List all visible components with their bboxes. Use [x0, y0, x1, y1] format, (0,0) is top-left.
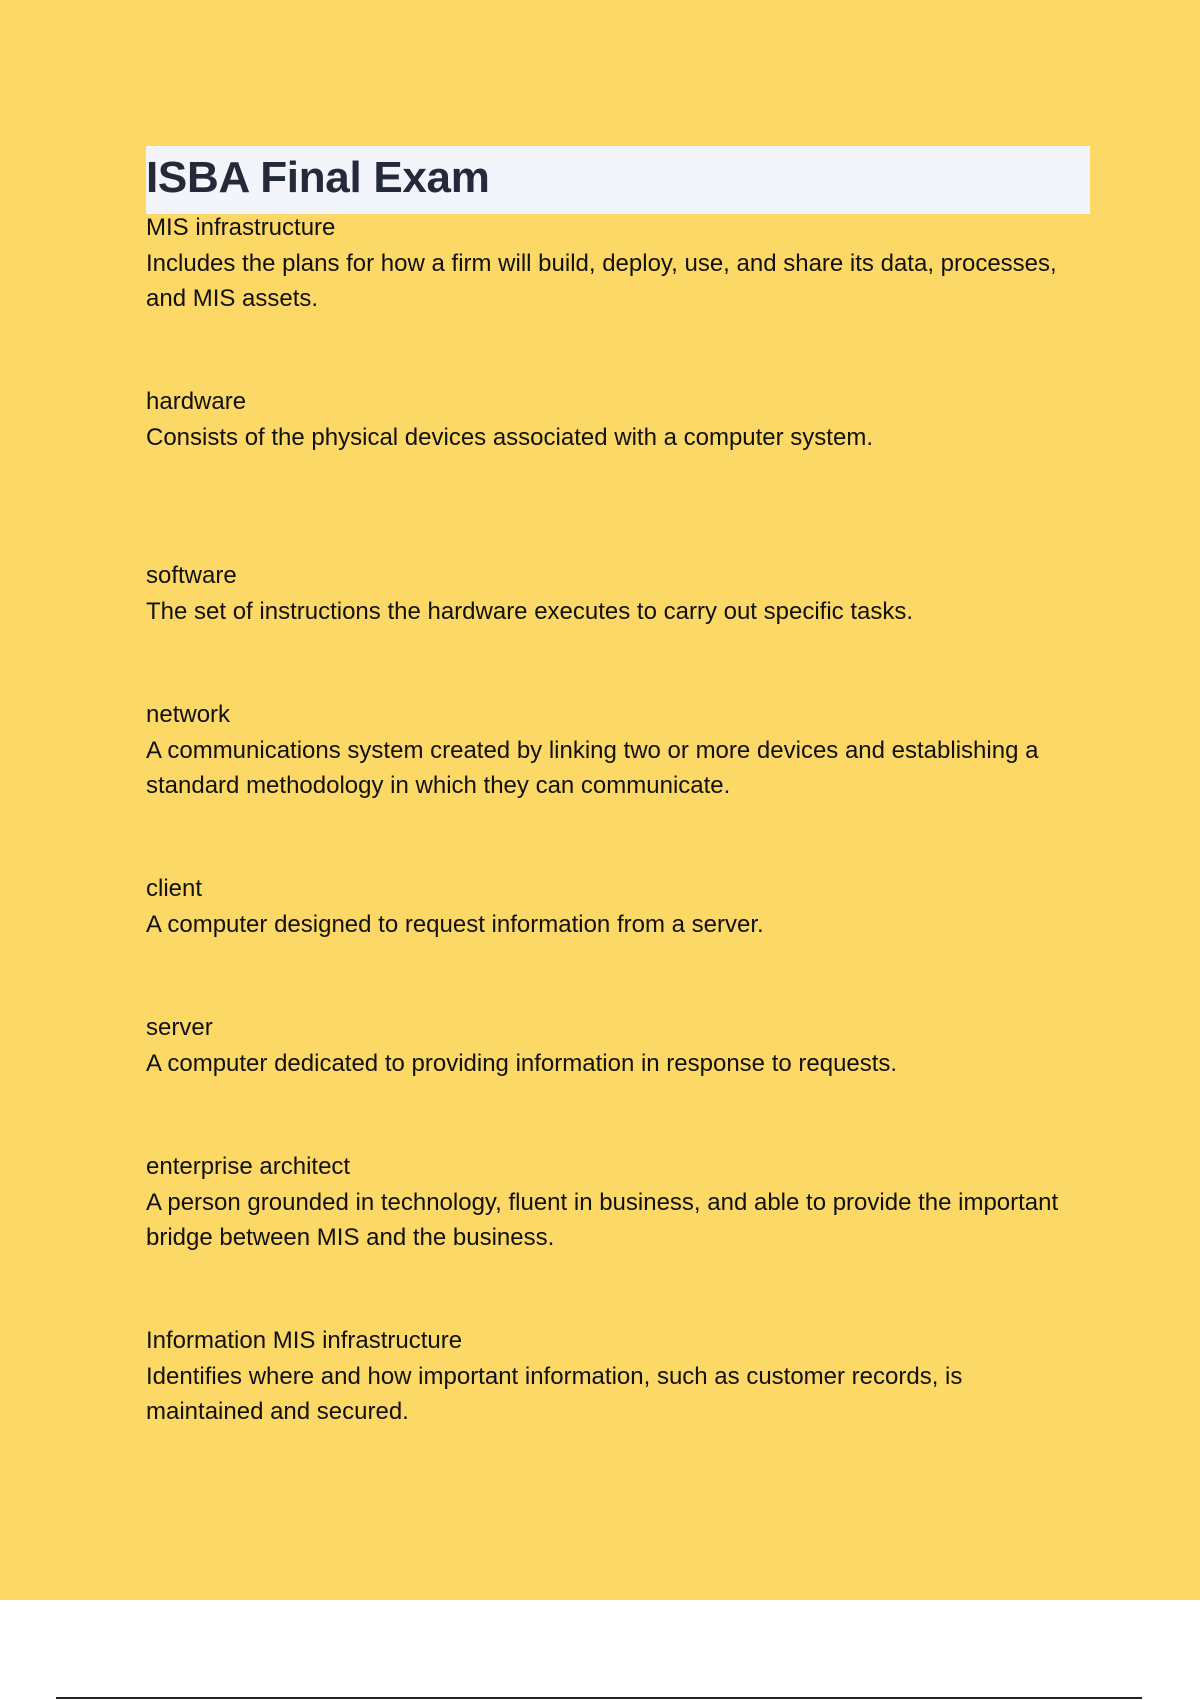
- footer-divider: [56, 1697, 1142, 1699]
- entry-term: Information MIS infrastructure: [146, 1327, 463, 1354]
- title-band: [146, 146, 1090, 214]
- entry-term: hardware: [146, 388, 247, 415]
- entry-definition: Includes the plans for how a firm will build, deploy, use, and share its data, processes, and MIS assets.: [146, 250, 1057, 312]
- entry-definition: A person grounded in technology, fluent in business, and able to provide the important bridge between MIS and the business.: [146, 1189, 1059, 1251]
- entry-definition: Identifies where and how important information, such as customer records, is maintained and secured.: [146, 1363, 963, 1425]
- entry-term: MIS infrastructure: [146, 214, 336, 241]
- entry-definition: A communications system created by linking two or more devices and establishing a standard methodology in which they can communicate.: [146, 737, 1039, 799]
- glossary-entry: [146, 1012, 1066, 1081]
- entry-term: enterprise architect: [146, 1153, 351, 1180]
- entry-definition: The set of instructions the hardware executes to carry out specific tasks.: [146, 598, 914, 625]
- entry-definition: A computer designed to request information from a server.: [146, 911, 764, 938]
- glossary-entry: [146, 212, 1066, 316]
- glossary-entry: [146, 1151, 1066, 1255]
- glossary-entry: [146, 1325, 1066, 1429]
- glossary-entry: [146, 873, 1066, 942]
- entry-definition: A computer dedicated to providing information in response to requests.: [146, 1050, 898, 1077]
- glossary-entry: [146, 699, 1066, 803]
- page-title: ISBA Final Exam: [146, 153, 490, 202]
- entry-term: client: [146, 875, 203, 902]
- entry-term: server: [146, 1014, 213, 1041]
- entry-term: network: [146, 701, 231, 728]
- glossary-entry: [146, 560, 1066, 629]
- entry-definition: Consists of the physical devices associated with a computer system.: [146, 424, 873, 451]
- glossary-entry: [146, 386, 1066, 455]
- entry-term: software: [146, 562, 237, 589]
